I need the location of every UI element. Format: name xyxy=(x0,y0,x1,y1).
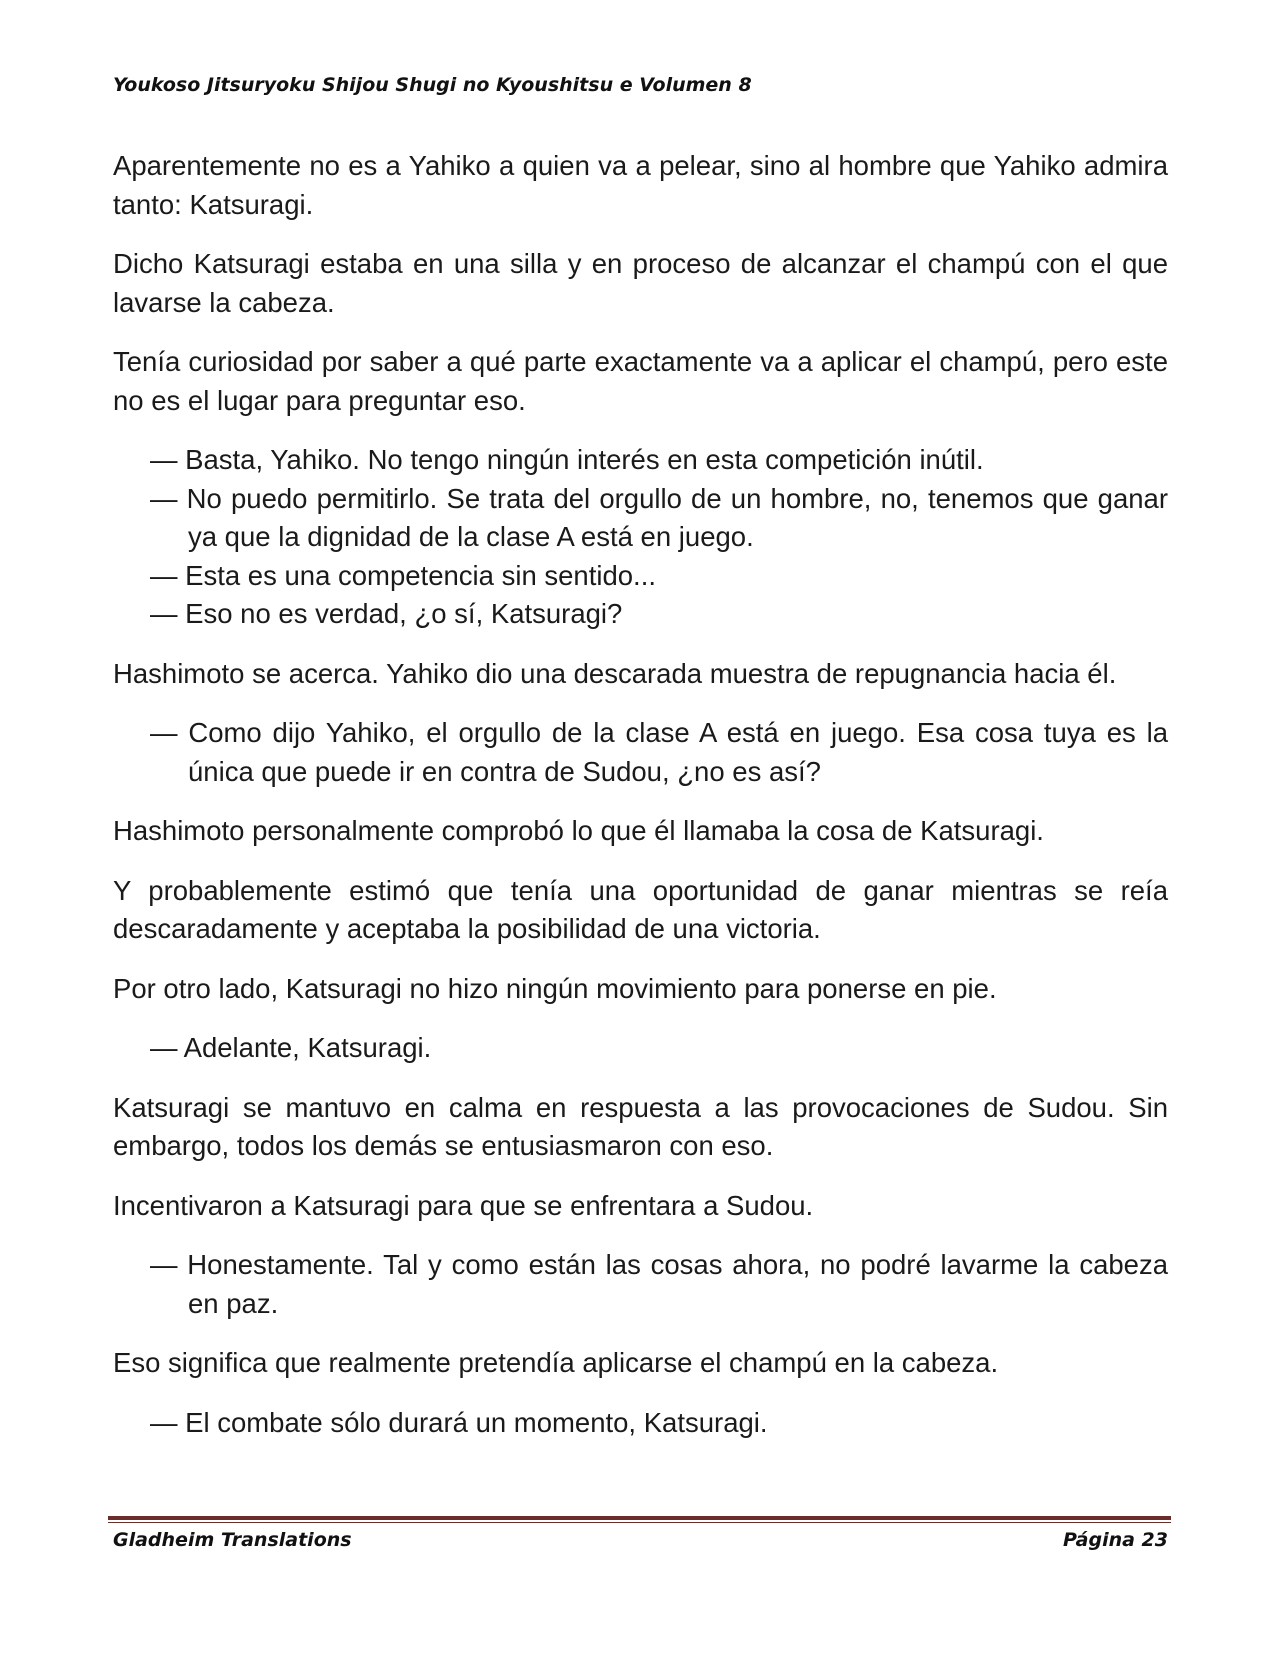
dialogue-line: — Adelante, Katsuragi. xyxy=(150,1032,432,1063)
paragraph: Y probablemente estimó que tenía una oportunidad de ganar mientras se reía descaradamente y aceptaba la posibilidad de una victoria. xyxy=(113,874,1168,944)
dialogue-line: — No puedo permitirlo. Se trata del orgullo de un hombre, no, tenemos que ganar ya que la dignidad de la clase A está en juego. xyxy=(150,482,1168,552)
dialogue-line: — El combate sólo durará un momento, Katsuragi. xyxy=(150,1406,768,1438)
dialogue-line: — Basta, Yahiko. No tengo ningún interés en esta competición inútil. xyxy=(150,444,984,475)
footer-rule-thick xyxy=(108,1516,1171,1520)
paragraph: Katsuragi se mantuvo en calma en respuesta a las provocaciones de Sudou. Sin embargo, todos los demás se entusiasmaron con eso. xyxy=(113,1091,1168,1161)
dialogue-line: — Esta es una competencia sin sentido... xyxy=(150,559,656,591)
dialogue-line: — Como dijo Yahiko, el orgullo de la clase A está en juego. Esa cosa tuya es la única que puede ir en contra de Sudou, ¿no es así? xyxy=(150,717,1168,787)
page-footer xyxy=(113,1529,1168,1551)
page-number: Página 23 xyxy=(1062,1529,1168,1551)
footer-publisher: Gladheim Translations xyxy=(113,1529,352,1551)
paragraph: Tenía curiosidad por saber a qué parte exactamente va a aplicar el champú, pero este no es el lugar para preguntar eso. xyxy=(113,346,1168,416)
dialogue-block xyxy=(113,441,1168,634)
dialogue-block xyxy=(113,1246,1168,1323)
dialogue-block xyxy=(113,1029,1168,1068)
page-header-title: Youkoso Jitsuryoku Shijou Shugi no Kyoushitsu e Volumen 8 xyxy=(113,74,752,96)
paragraph: Aparentemente no es a Yahiko a quien va a pelear, sino al hombre que Yahiko admira tanto: Katsuragi. xyxy=(113,150,1168,220)
paragraph: Por otro lado, Katsuragi no hizo ningún movimiento para ponerse en pie. xyxy=(113,972,997,1004)
dialogue-line: — Honestamente. Tal y como están las cosas ahora, no podré lavarme la cabeza en paz. xyxy=(150,1249,1168,1319)
dialogue-block xyxy=(113,1404,1168,1443)
paragraph: Hashimoto personalmente comprobó lo que él llamaba la cosa de Katsuragi. xyxy=(113,815,1044,846)
paragraph: Incentivaron a Katsuragi para que se enfrentara a Sudou. xyxy=(113,1189,814,1221)
paragraph: Eso significa que realmente pretendía aplicarse el champú en la cabeza. xyxy=(113,1347,999,1378)
dialogue-line: — Eso no es verdad, ¿o sí, Katsuragi? xyxy=(150,598,623,629)
paragraph: Dicho Katsuragi estaba en una silla y en proceso de alcanzar el champú con el que lavarse la cabeza. xyxy=(113,248,1168,318)
paragraph: Hashimoto se acerca. Yahiko dio una descarada muestra de repugnancia hacia él. xyxy=(113,657,1117,689)
dialogue-block xyxy=(113,714,1168,791)
page-body xyxy=(113,147,1168,1463)
footer-rule-thin xyxy=(108,1522,1171,1523)
